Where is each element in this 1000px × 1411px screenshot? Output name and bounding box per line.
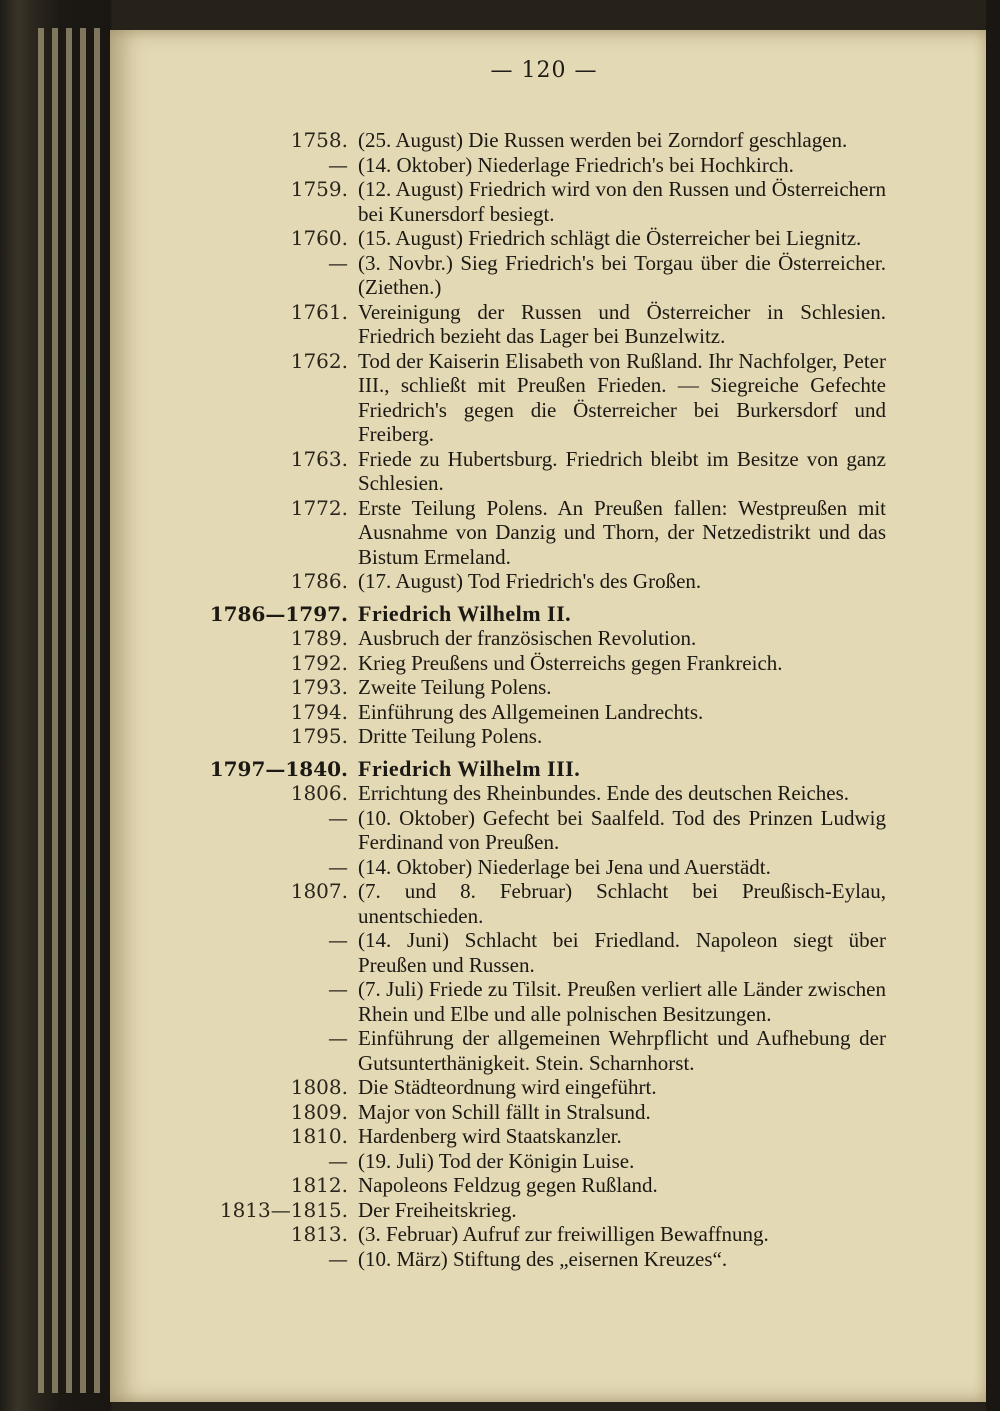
reign-heading-row [0, 602, 1000, 627]
entry-year: — [328, 1026, 348, 1050]
entry-year: — [328, 250, 348, 275]
entry-year: 1793. [290, 675, 348, 699]
entry-year: — [328, 152, 348, 177]
chronology-entry [0, 349, 1000, 447]
entry-text: (7. und 8. Februar) Schlacht bei Preußisch-Eylau, unentschieden. [358, 879, 886, 928]
chronology-entry [0, 626, 1000, 651]
entry-text: Friede zu Hubertsburg. Friedrich bleibt im Besitze von ganz Schlesien. [358, 446, 886, 495]
entry-text: Einführung der allgemeinen Wehrpflicht und Aufhebung der Gutsunterthänigkeit. Stein. Scharnhorst. [358, 1026, 886, 1075]
entry-text: Einführung des Allgemeinen Landrechts. [358, 699, 704, 724]
entry-year: — [328, 928, 348, 952]
entry-text: Dritte Teilung Polens. [358, 724, 543, 748]
entry-text: Hardenberg wird Staatskanzler. [358, 1124, 622, 1148]
entry-year: 1760. [290, 226, 348, 250]
entry-year: 1761. [290, 299, 348, 324]
chronology-entry [0, 128, 1000, 153]
entry-year: 1762. [290, 348, 348, 373]
entry-year: 1792. [290, 650, 348, 675]
entry-text: (25. August) Die Russen werden bei Zorndorf geschlagen. [358, 128, 848, 152]
entry-text: (10. März) Stiftung des „eisernen Kreuzes“. [358, 1246, 728, 1271]
chronology-entry [0, 300, 1000, 349]
reign-title: Friedrich Wilhelm II. [358, 600, 572, 626]
chronology-entry [0, 675, 1000, 700]
chronology-entry [0, 781, 1000, 806]
chronology-entry [0, 879, 1000, 928]
entry-text: Napoleons Feldzug gegen Rußland. [358, 1173, 658, 1197]
entry-year: 1809. [290, 1099, 348, 1124]
entry-text: (14. Oktober) Niederlage bei Jena und Auerstädt. [358, 854, 771, 879]
chronology-entry [0, 724, 1000, 749]
chronology-entry [0, 1247, 1000, 1272]
entry-year: 1795. [290, 724, 348, 748]
entry-year: — [328, 1246, 348, 1271]
chronology-entry [0, 153, 1000, 178]
entry-text: Erste Teilung Polens. An Preußen fallen: Westpreußen mit Ausnahme von Danzig und Thorn, der Netzedistrikt und das Bistum Ermeland. [358, 495, 886, 569]
entry-year: 1794. [290, 699, 348, 724]
entry-text: (3. Novbr.) Sieg Friedrich's bei Torgau über die Österreicher. (Ziethen.) [358, 250, 886, 299]
chronology-entry [0, 496, 1000, 570]
chronology-list [0, 128, 1000, 1271]
entry-year: — [328, 805, 348, 830]
entry-text: Major von Schill fällt in Stralsund. [358, 1099, 651, 1124]
chronology-entry [0, 251, 1000, 300]
entry-text: (14. Oktober) Niederlage Friedrich's bei Hochkirch. [358, 152, 794, 177]
chronology-entry [0, 569, 1000, 594]
entry-text: Zweite Teilung Polens. [358, 675, 552, 699]
entry-year: — [328, 1148, 348, 1173]
entry-year: 1789. [290, 626, 348, 650]
entry-year: — [328, 854, 348, 879]
chronology-entry [0, 651, 1000, 676]
entry-year: 1812. [290, 1173, 348, 1197]
entry-text: Errichtung des Rheinbundes. Ende des deutschen Reiches. [358, 781, 850, 805]
chronology-entry [0, 1124, 1000, 1149]
entry-year: 1808. [290, 1075, 348, 1099]
entry-year: 1810. [290, 1124, 348, 1148]
entry-text: Der Freiheitskrieg. [358, 1197, 517, 1222]
chronology-entry [0, 1198, 1000, 1223]
entry-text: (10. Oktober) Gefecht bei Saalfeld. Tod des Prinzen Ludwig Ferdinand von Preußen. [358, 805, 886, 854]
entry-year: 1807. [290, 879, 348, 903]
entry-text: (19. Juli) Tod der Königin Luise. [358, 1148, 635, 1173]
chronology-entry [0, 177, 1000, 226]
entry-year: 1813. [290, 1222, 348, 1246]
reign-title: Friedrich Wilhelm III. [358, 755, 581, 781]
chronology-entry [0, 447, 1000, 496]
entry-year: 1813—1815. [219, 1197, 348, 1222]
chronology-entry [0, 806, 1000, 855]
chronology-entry [0, 226, 1000, 251]
entry-text: (15. August) Friedrich schlägt die Österreicher bei Liegnitz. [358, 226, 862, 250]
entry-text: (17. August) Tod Friedrich's des Großen. [358, 569, 702, 593]
chronology-entry [0, 1222, 1000, 1247]
chronology-entry [0, 700, 1000, 725]
chronology-entry [0, 977, 1000, 1026]
entry-text: (3. Februar) Aufruf zur freiwilligen Bewaffnung. [358, 1222, 769, 1246]
entry-year: 1763. [290, 446, 348, 471]
entry-year: 1786. [290, 569, 348, 593]
chronology-entry [0, 928, 1000, 977]
entry-text: Die Städteordnung wird eingeführt. [358, 1075, 657, 1099]
entry-year: — [328, 977, 348, 1001]
chronology-entry [0, 855, 1000, 880]
reign-years: 1797—1840. [209, 756, 348, 781]
page-number: — 120 — [490, 58, 598, 83]
entry-text: (7. Juli) Friede zu Tilsit. Preußen verliert alle Länder zwischen Rhein und Elbe und alle polnischen Besitzungen. [358, 977, 886, 1026]
entry-year: 1772. [290, 495, 348, 520]
entry-text: (14. Juni) Schlacht bei Friedland. Napoleon siegt über Preußen und Russen. [358, 928, 886, 977]
chronology-entry [0, 1075, 1000, 1100]
entry-text: Vereinigung der Russen und Österreicher in Schlesien. Friedrich bezieht das Lager bei Bunzelwitz. [358, 299, 886, 348]
chronology-entry [0, 1100, 1000, 1125]
chronology-entry [0, 1026, 1000, 1075]
entry-text: (12. August) Friedrich wird von den Russen und Österreichern bei Kunersdorf besiegt. [358, 177, 886, 226]
chronology-entry [0, 1173, 1000, 1198]
entry-text: Ausbruch der französischen Revolution. [358, 626, 697, 650]
reign-heading-row [0, 757, 1000, 782]
entry-year: 1758. [290, 128, 348, 152]
entry-year: 1759. [290, 177, 348, 201]
reign-years: 1786—1797. [209, 601, 348, 626]
entry-text: Tod der Kaiserin Elisabeth von Rußland. Ihr Nachfolger, Peter III., schließt mit Preußen Frieden. — Siegreiche Gefechte Friedrich's gegen die Österreicher bei Burkersdorf und Freiberg. [358, 348, 886, 446]
entry-text: Krieg Preußens und Österreichs gegen Frankreich. [358, 650, 783, 675]
chronology-entry [0, 1149, 1000, 1174]
entry-year: 1806. [290, 781, 348, 805]
